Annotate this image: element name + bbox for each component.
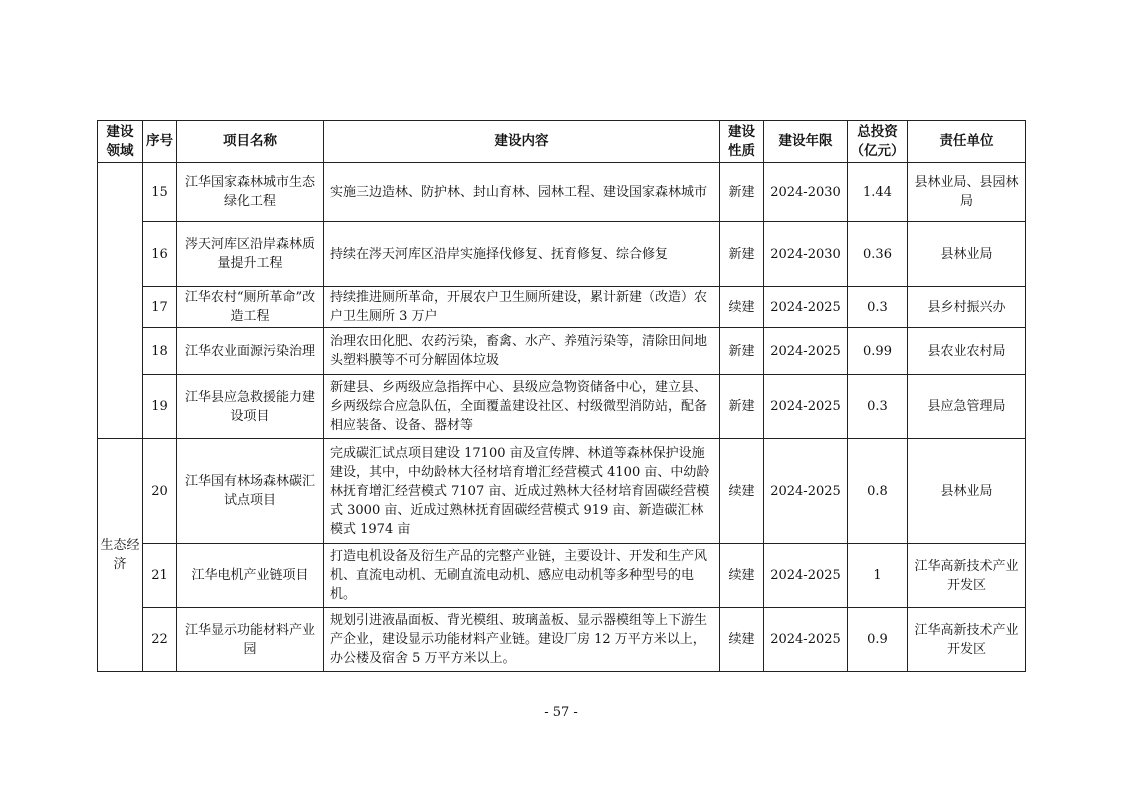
unit-cell: 县林业局 [908,439,1026,544]
unit-cell: 县乡村振兴办 [908,287,1026,328]
table-row [98,608,1026,672]
nature-cell: 新建 [720,222,764,287]
investment-cell: 1 [848,544,908,608]
header-period: 建设年限 [764,121,848,163]
seq-cell: 19 [143,375,177,439]
table-row [98,328,1026,375]
unit-cell: 县应急管理局 [908,375,1026,439]
header-name: 项目名称 [177,121,324,163]
table-row [98,375,1026,439]
nature-cell: 新建 [720,375,764,439]
period-cell: 2024-2025 [764,439,848,544]
seq-cell: 18 [143,328,177,375]
seq-cell: 20 [143,439,177,544]
investment-cell: 0.3 [848,375,908,439]
period-cell: 2024-2030 [764,163,848,222]
seq-cell: 16 [143,222,177,287]
area-cell: 生态经济 [98,439,143,672]
unit-cell: 县林业局、县园林局 [908,163,1026,222]
nature-cell: 续建 [720,287,764,328]
content-cell: 新建县、乡两级应急指挥中心、县级应急物资储备中心，建立县、乡两级综合应急队伍，全面覆盖建设社区、村级微型消防站，配备相应装备、设备、器材等 [324,375,720,439]
content-cell: 治理农田化肥、农药污染，畜禽、水产、养殖污染等，清除田间地头塑料膜等不可分解固体垃圾 [324,328,720,375]
nature-cell: 新建 [720,328,764,375]
table-row [98,439,1026,544]
header-unit: 责任单位 [908,121,1026,163]
nature-cell: 续建 [720,608,764,672]
period-cell: 2024-2025 [764,375,848,439]
nature-cell: 续建 [720,439,764,544]
project-name-cell: 江华农业面源污染治理 [177,328,324,375]
table-row [98,222,1026,287]
content-cell: 持续推进厕所革命，开展农户卫生厕所建设，累计新建（改造）农户卫生厕所 3 万户 [324,287,720,328]
table-row [98,287,1026,328]
investment-cell: 0.9 [848,608,908,672]
seq-cell: 22 [143,608,177,672]
header-content: 建设内容 [324,121,720,163]
investment-cell: 0.3 [848,287,908,328]
seq-cell: 21 [143,544,177,608]
period-cell: 2024-2030 [764,222,848,287]
period-cell: 2024-2025 [764,544,848,608]
project-name-cell: 江华显示功能材料产业园 [177,608,324,672]
area-cell [98,163,143,439]
content-cell: 实施三边造林、防护林、封山育林、园林工程、建设国家森林城市 [324,163,720,222]
project-name-cell: 江华县应急救援能力建设项目 [177,375,324,439]
unit-cell: 江华高新技术产业开发区 [908,544,1026,608]
table-row [98,544,1026,608]
header-investment: 总投资（亿元） [848,121,908,163]
header-nature: 建设性质 [720,121,764,163]
investment-cell: 0.36 [848,222,908,287]
page-number: - 57 - [544,705,578,720]
content-cell: 打造电机设备及衍生产品的完整产业链，主要设计、开发和生产风机、直流电动机、无刷直流电动机、感应电动机等多种型号的电机。 [324,544,720,608]
project-table [97,120,1026,672]
period-cell: 2024-2025 [764,608,848,672]
nature-cell: 新建 [720,163,764,222]
project-name-cell: 涔天河库区沿岸森林质量提升工程 [177,222,324,287]
content-cell: 持续在涔天河库区沿岸实施择伐修复、抚育修复、综合修复 [324,222,720,287]
unit-cell: 江华高新技术产业开发区 [908,608,1026,672]
investment-cell: 0.8 [848,439,908,544]
unit-cell: 县农业农村局 [908,328,1026,375]
project-name-cell: 江华电机产业链项目 [177,544,324,608]
investment-cell: 0.99 [848,328,908,375]
unit-cell: 县林业局 [908,222,1026,287]
seq-cell: 17 [143,287,177,328]
project-name-cell: 江华农村“厕所革命”改造工程 [177,287,324,328]
investment-cell: 1.44 [848,163,908,222]
header-seq: 序号 [143,121,177,163]
content-cell: 完成碳汇试点项目建设 17100 亩及宣传牌、林道等森林保护设施建设，其中，中幼龄林大径材培育增汇经营模式 4100 亩、中幼龄林抚育增汇经营模式 7107 亩、近成过熟林大径材培育固碳经营模式 3000 亩、近成过熟林抚育固碳经营模式 919 亩、新造碳汇林模式 1974 亩 [324,439,720,544]
header-row [98,121,1026,163]
seq-cell: 15 [143,163,177,222]
project-name-cell: 江华国家森林城市生态绿化工程 [177,163,324,222]
period-cell: 2024-2025 [764,328,848,375]
project-name-cell: 江华国有林场森林碳汇试点项目 [177,439,324,544]
header-area: 建设领域 [98,121,143,163]
content-cell: 规划引进液晶面板、背光模组、玻璃盖板、显示器模组等上下游生产企业，建设显示功能材料产业链。建设厂房 12 万平方米以上，办公楼及宿舍 5 万平方米以上。 [324,608,720,672]
nature-cell: 续建 [720,544,764,608]
table-row [98,163,1026,222]
period-cell: 2024-2025 [764,287,848,328]
